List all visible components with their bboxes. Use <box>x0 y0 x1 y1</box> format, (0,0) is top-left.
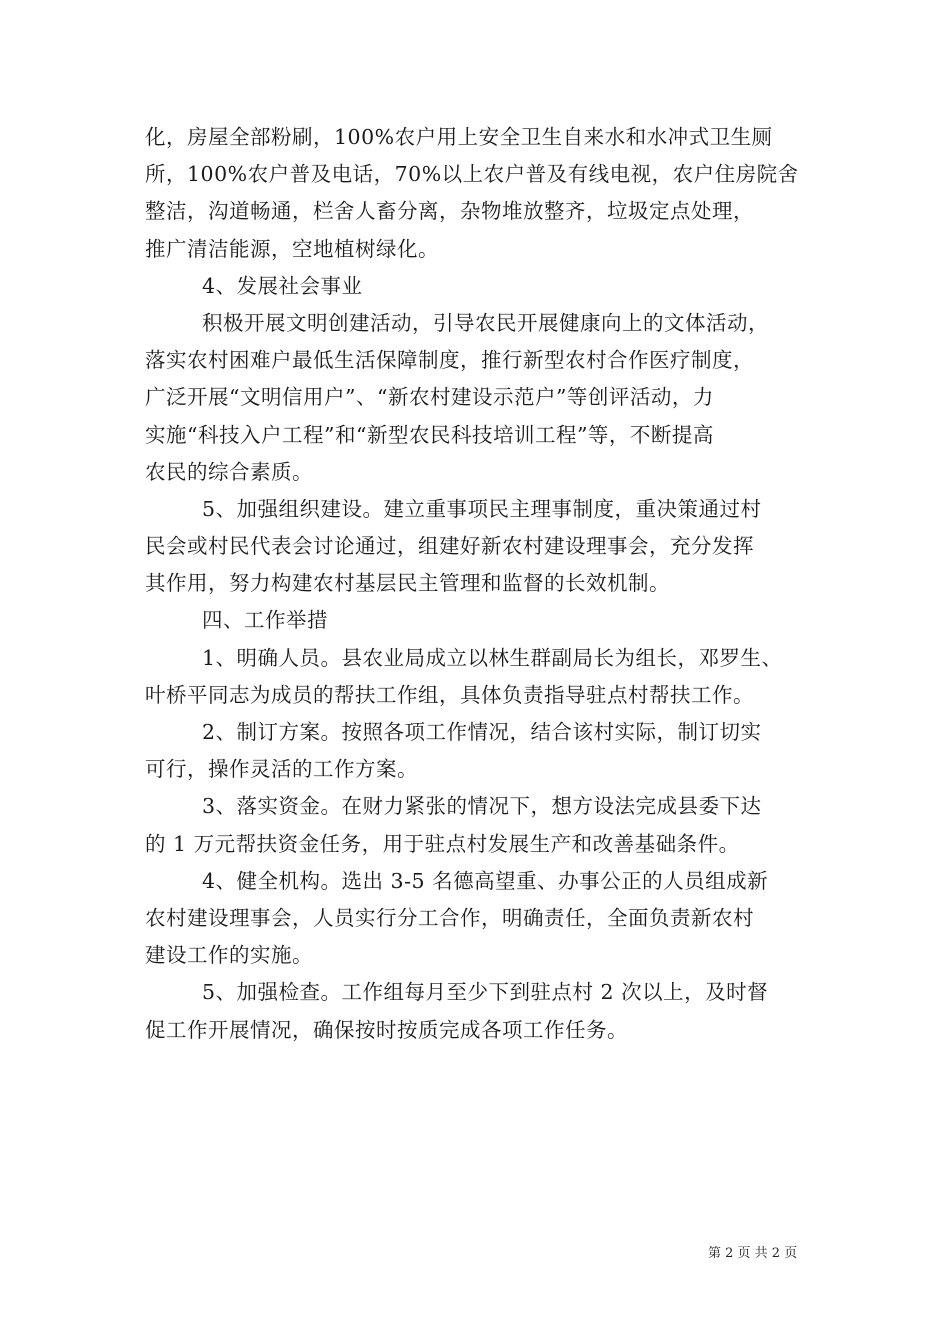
text-line: 建设工作的实施。 <box>145 943 313 968</box>
text-line: 推广清洁能源，空地植树绿化。 <box>145 236 439 261</box>
text-line: 促工作开展情况，确保按时按质完成各项工作任务。 <box>145 1017 628 1042</box>
section-heading: 4、发展社会事业 <box>202 273 363 298</box>
text-line: 4、健全机构。选出 3-5 名德高望重、办事公正的人员组成新 <box>202 868 769 893</box>
text-line: 2、制订方案。按照各项工作情况，结合该村实际，制订切实 <box>202 720 762 744</box>
text-line: 农村建设理事会，人员实行分工合作，明确责任，全面负责新农村 <box>145 905 754 930</box>
text-line: 1、明确人员。县农业局成立以林生群副局长为组长，邓罗生、 <box>202 645 783 670</box>
text-line: 化，房屋全部粉刷，100%农户用上安全卫生自来水和水冲式卫生厕 <box>145 125 773 149</box>
text-line: 广泛开展“文明信用户”、“新农村建设示范户”等创评活动，力 <box>145 385 714 410</box>
text-line: 其作用，努力构建农村基层民主管理和监督的长效机制。 <box>145 571 670 596</box>
text-line: 积极开展文明创建活动，引导农民开展健康向上的文体活动， <box>202 310 769 335</box>
text-line: 所，100%农户普及电话，70%以上农户普及有线电视，农户住房院舍 <box>145 162 799 187</box>
section-heading: 四、工作举措 <box>202 608 328 633</box>
page-number: 第 2 页 共 2 页 <box>708 1246 798 1261</box>
text-line: 实施“科技入户工程”和“新型农民科技培训工程”等，不断提高 <box>145 422 714 447</box>
text-line: 的 1 万元帮扶资金任务，用于驻点村发展生产和改善基础条件。 <box>145 831 740 856</box>
document-body <box>145 119 805 1049</box>
text-line: 落实农村困难户最低生活保障制度，推行新型农村合作医疗制度， <box>145 348 754 373</box>
text-line: 叶桥平同志为成员的帮扶工作组，具体负责指导驻点村帮扶工作。 <box>145 682 754 707</box>
text-line: 整洁，沟道畅通，栏舍人畜分离，杂物堆放整齐，垃圾定点处理， <box>145 199 754 224</box>
text-line: 3、落实资金。在财力紧张的情况下，想方设法完成县委下达 <box>202 794 762 819</box>
text-line: 农民的综合素质。 <box>145 459 313 484</box>
text-line: 5、加强检查。工作组每月至少下到驻点村 2 次以上，及时督 <box>202 980 769 1005</box>
text-line: 民会或村民代表会讨论通过，组建好新农村建设理事会，充分发挥 <box>145 534 754 559</box>
text-line: 5、加强组织建设。建立重事项民主理事制度，重决策通过村 <box>202 496 762 521</box>
text-line: 可行，操作灵活的工作方案。 <box>145 757 418 782</box>
